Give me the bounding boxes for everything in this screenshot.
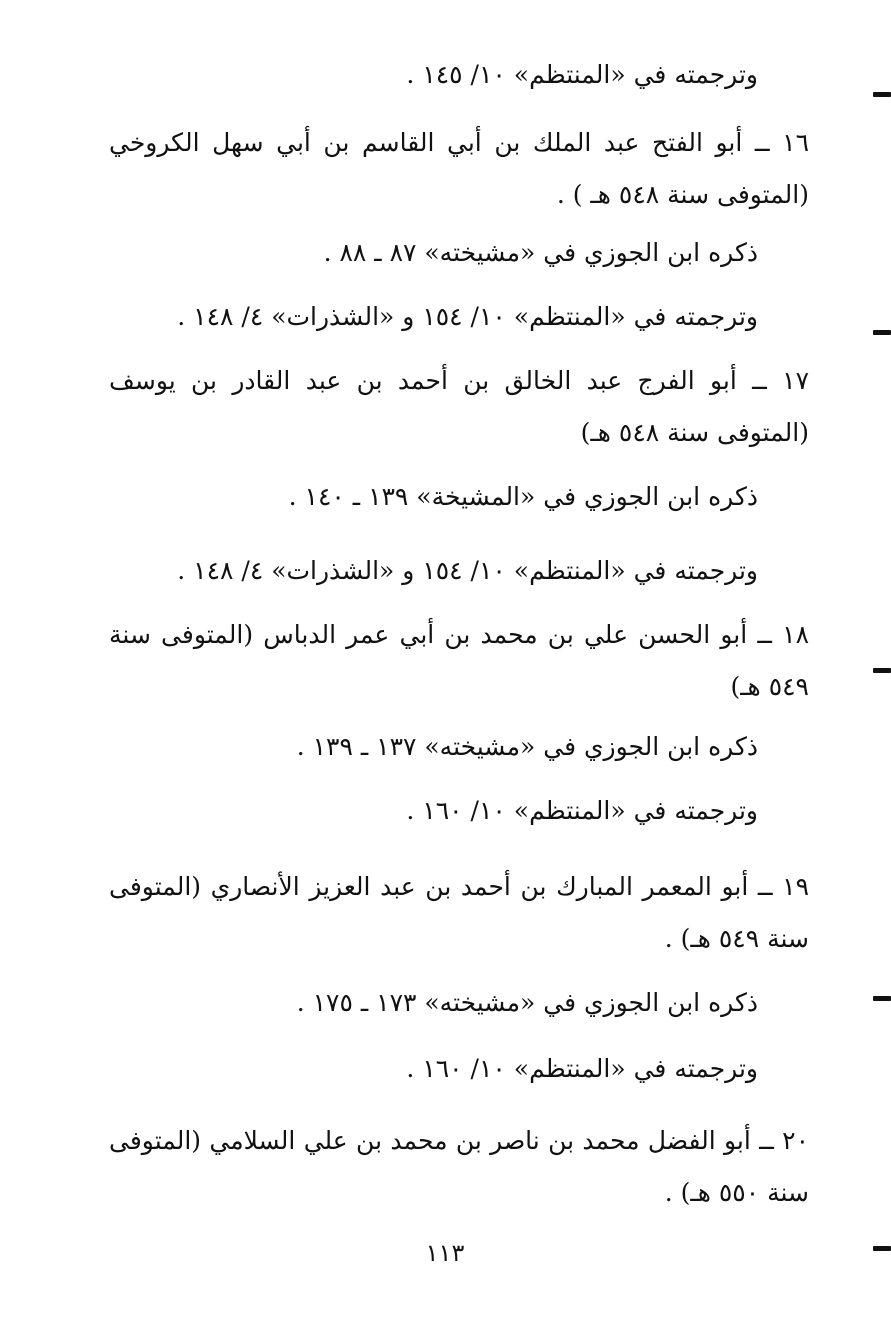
entry-16-heading: ١٦ ــ أبو الفتح عبد الملك بن أبي القاسم بن أبي سهل الكروخي bbox=[109, 128, 809, 157]
entry-20-heading: ٢٠ ــ أبو الفضل محمد بن ناصر بن محمد بن علي السلامي (المتوفى bbox=[109, 1126, 809, 1155]
margin-mark bbox=[873, 996, 891, 1001]
margin-mark bbox=[873, 1246, 891, 1251]
entry-19-date: سنة ٥٤٩ هـ) . bbox=[664, 924, 809, 953]
entry-18-date: ٥٤٩ هـ) bbox=[730, 672, 809, 701]
text-line: وترجمته في «المنتظم» ١٠/ ١٤٥ . bbox=[406, 60, 758, 89]
margin-mark bbox=[873, 668, 891, 673]
margin-mark bbox=[873, 92, 891, 97]
entry-20-date: سنة ٥٥٠ هـ) . bbox=[664, 1178, 809, 1207]
text-line: ذكره ابن الجوزي في «مشيخته» ١٧٣ ـ ١٧٥ . bbox=[296, 988, 758, 1017]
text-line: ذكره ابن الجوزي في «مشيخته» ١٣٧ ـ ١٣٩ . bbox=[296, 732, 758, 761]
text-line: وترجمته في «المنتظم» ١٠/ ١٥٤ و «الشذرات» ٤/ ١٤٨ . bbox=[177, 302, 758, 331]
margin-mark bbox=[873, 330, 891, 335]
entry-19-heading: ١٩ ــ أبو المعمر المبارك بن أحمد بن عبد العزيز الأنصاري (المتوفى bbox=[109, 872, 809, 901]
text-line: وترجمته في «المنتظم» ١٠/ ١٦٠ . bbox=[406, 1054, 758, 1083]
page-number: ١١٣ bbox=[425, 1239, 465, 1267]
entry-16-date: (المتوفى سنة ٥٤٨ هـ ) . bbox=[556, 180, 809, 209]
text-line: وترجمته في «المنتظم» ١٠/ ١٦٠ . bbox=[406, 796, 758, 825]
text-line: ذكره ابن الجوزي في «مشيخته» ٨٧ ـ ٨٨ . bbox=[323, 238, 758, 267]
text-line: ذكره ابن الجوزي في «المشيخة» ١٣٩ ـ ١٤٠ . bbox=[288, 482, 758, 511]
text-line: وترجمته في «المنتظم» ١٠/ ١٥٤ و «الشذرات» ٤/ ١٤٨ . bbox=[177, 556, 758, 585]
entry-17-heading: ١٧ ــ أبو الفرج عبد الخالق بن أحمد بن عبد القادر بن يوسف bbox=[109, 366, 809, 395]
entry-18-heading: ١٨ ــ أبو الحسن علي بن محمد بن أبي عمر الدباس (المتوفى سنة bbox=[109, 620, 809, 649]
entry-17-date: (المتوفى سنة ٥٤٨ هـ) bbox=[580, 418, 809, 447]
